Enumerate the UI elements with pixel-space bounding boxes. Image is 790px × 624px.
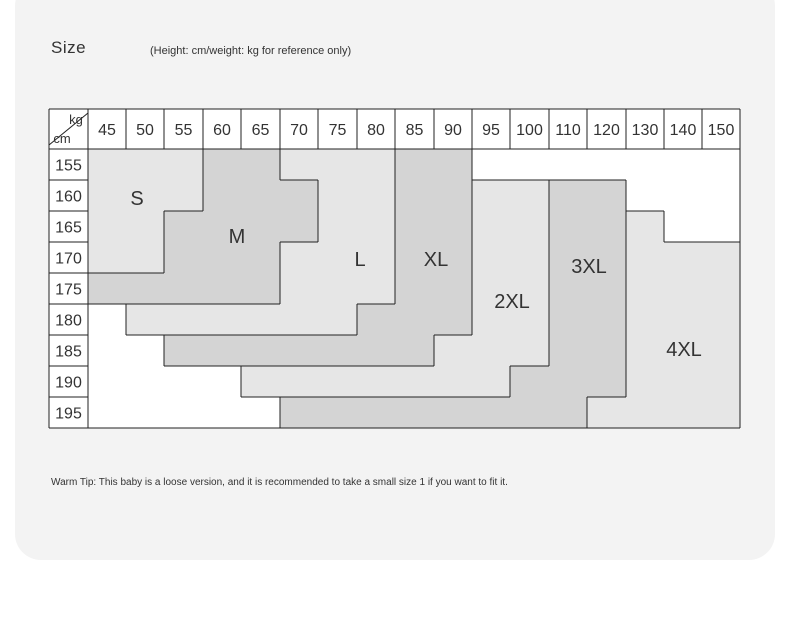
size-cell (510, 180, 549, 211)
size-cell (318, 211, 357, 242)
size-cell (164, 304, 203, 335)
size-cell (664, 304, 702, 335)
row-header: 190 (55, 374, 82, 392)
size-cell (395, 180, 434, 211)
size-cell (241, 149, 280, 180)
size-cell (664, 242, 702, 273)
size-cell (702, 304, 740, 335)
size-cell (626, 273, 664, 304)
column-header: 70 (290, 122, 308, 139)
size-cell (88, 149, 126, 180)
size-cell (318, 304, 357, 335)
column-header: 95 (482, 122, 500, 139)
size-cell (88, 211, 126, 242)
warm-tip: Warm Tip: This baby is a loose version, and it is recommended to take a small size 1 if you want to fit it. (51, 477, 508, 488)
size-cell (702, 273, 740, 304)
size-cell (434, 366, 472, 397)
size-cell (510, 242, 549, 273)
size-cell (88, 242, 126, 273)
size-cell (318, 273, 357, 304)
size-cell (318, 180, 357, 211)
size-cell (395, 304, 434, 335)
size-cell (280, 242, 318, 273)
size-cell (434, 304, 472, 335)
size-cell (510, 397, 549, 428)
size-cell (241, 366, 280, 397)
column-header: 65 (251, 122, 270, 139)
size-cell (702, 335, 740, 366)
size-cell (241, 335, 280, 366)
column-header: 140 (669, 122, 697, 139)
size-cell (587, 366, 626, 397)
size-cell (395, 335, 434, 366)
size-cell (357, 180, 395, 211)
corner-label-cm: cm (53, 131, 71, 146)
size-cell (203, 304, 241, 335)
size-cell (626, 242, 664, 273)
size-cell (280, 273, 318, 304)
size-cell (280, 335, 318, 366)
size-cell (626, 335, 664, 366)
size-cell (510, 366, 549, 397)
size-cell (318, 242, 357, 273)
size-cell (357, 397, 395, 428)
column-header: 100 (516, 122, 543, 139)
size-cell (126, 211, 164, 242)
column-header: 150 (707, 122, 735, 139)
size-cell (549, 397, 587, 428)
size-cell (702, 242, 740, 273)
size-cell (88, 180, 126, 211)
size-cell (357, 273, 395, 304)
row-header: 170 (55, 250, 82, 268)
size-cell (472, 211, 510, 242)
row-header: 155 (55, 157, 82, 175)
size-cell (357, 304, 395, 335)
size-cell (241, 211, 280, 242)
size-cell (549, 335, 587, 366)
size-cell (587, 180, 626, 211)
size-cell (357, 211, 395, 242)
size-cell (626, 304, 664, 335)
size-cell (472, 366, 510, 397)
column-header: 120 (593, 122, 620, 139)
size-cell (126, 242, 164, 273)
size-label: L (354, 249, 366, 271)
size-cell (626, 397, 664, 428)
size-cell (702, 366, 740, 397)
size-cell (164, 211, 203, 242)
row-header: 185 (55, 343, 82, 361)
size-cell (203, 273, 241, 304)
size-cell (434, 211, 472, 242)
size-cell (126, 304, 164, 335)
size-cell (549, 366, 587, 397)
size-label: S (130, 188, 144, 210)
size-cell (434, 335, 472, 366)
size-cell (280, 211, 318, 242)
size-cell (203, 149, 241, 180)
size-cell (664, 366, 702, 397)
size-cell (241, 273, 280, 304)
size-cell (510, 335, 549, 366)
size-cell (164, 242, 203, 273)
size-cell (280, 366, 318, 397)
size-cell (126, 273, 164, 304)
size-cell (626, 211, 664, 242)
size-cell (472, 335, 510, 366)
row-header: 195 (55, 405, 82, 423)
size-cell (549, 304, 587, 335)
size-cell (318, 366, 357, 397)
column-header: 55 (174, 122, 193, 139)
size-cell (702, 397, 740, 428)
row-header: 165 (55, 219, 82, 237)
size-cell (203, 180, 241, 211)
size-cell (510, 211, 549, 242)
size-cell (395, 149, 434, 180)
size-cell (164, 180, 203, 211)
size-cell (164, 335, 203, 366)
size-cell (434, 149, 472, 180)
size-cell (357, 366, 395, 397)
column-header: 130 (631, 122, 659, 139)
size-cell (472, 180, 510, 211)
size-cell (472, 242, 510, 273)
size-cell (318, 149, 357, 180)
size-cell (626, 366, 664, 397)
page-subtitle: (Height: cm/weight: kg for reference only) (150, 45, 352, 57)
size-cell (434, 397, 472, 428)
size-cell (434, 180, 472, 211)
size-cell (664, 397, 702, 428)
size-label: 4XL (666, 339, 702, 361)
column-header: 90 (444, 122, 462, 139)
size-cell (241, 304, 280, 335)
size-cell (357, 149, 395, 180)
size-cell (549, 180, 587, 211)
size-cell (395, 211, 434, 242)
row-header: 180 (55, 312, 82, 330)
size-cell (241, 180, 280, 211)
size-cell (88, 273, 126, 304)
corner-label-kg: kg (69, 112, 83, 127)
size-cell (587, 211, 626, 242)
size-cell (587, 304, 626, 335)
size-label: 2XL (494, 291, 530, 313)
row-header: 175 (55, 281, 82, 299)
size-cell (318, 397, 357, 428)
column-header: 85 (405, 122, 424, 139)
column-header: 75 (328, 122, 347, 139)
size-cell (587, 397, 626, 428)
size-cell (395, 397, 434, 428)
size-label: M (228, 226, 246, 248)
page-title: Size (51, 38, 87, 57)
size-cell (357, 335, 395, 366)
size-cell (280, 304, 318, 335)
column-header: 60 (213, 122, 231, 139)
row-header: 160 (55, 188, 82, 206)
size-label: XL (423, 249, 449, 271)
size-cell (472, 397, 510, 428)
column-header: 45 (98, 122, 116, 139)
size-cell (164, 273, 203, 304)
size-cell (280, 149, 318, 180)
size-cell (587, 335, 626, 366)
size-cell (395, 273, 434, 304)
size-cell (318, 335, 357, 366)
size-cell (395, 366, 434, 397)
size-cell (549, 211, 587, 242)
size-cell (280, 397, 318, 428)
column-header: 80 (367, 122, 385, 139)
size-cell (164, 149, 203, 180)
column-header: 50 (136, 122, 154, 139)
size-label: 3XL (571, 256, 607, 278)
size-cell (434, 273, 472, 304)
size-cell (280, 180, 318, 211)
size-cell (203, 335, 241, 366)
size-cell (241, 242, 280, 273)
column-header: 110 (555, 122, 581, 139)
size-cell (126, 149, 164, 180)
size-cell (664, 273, 702, 304)
